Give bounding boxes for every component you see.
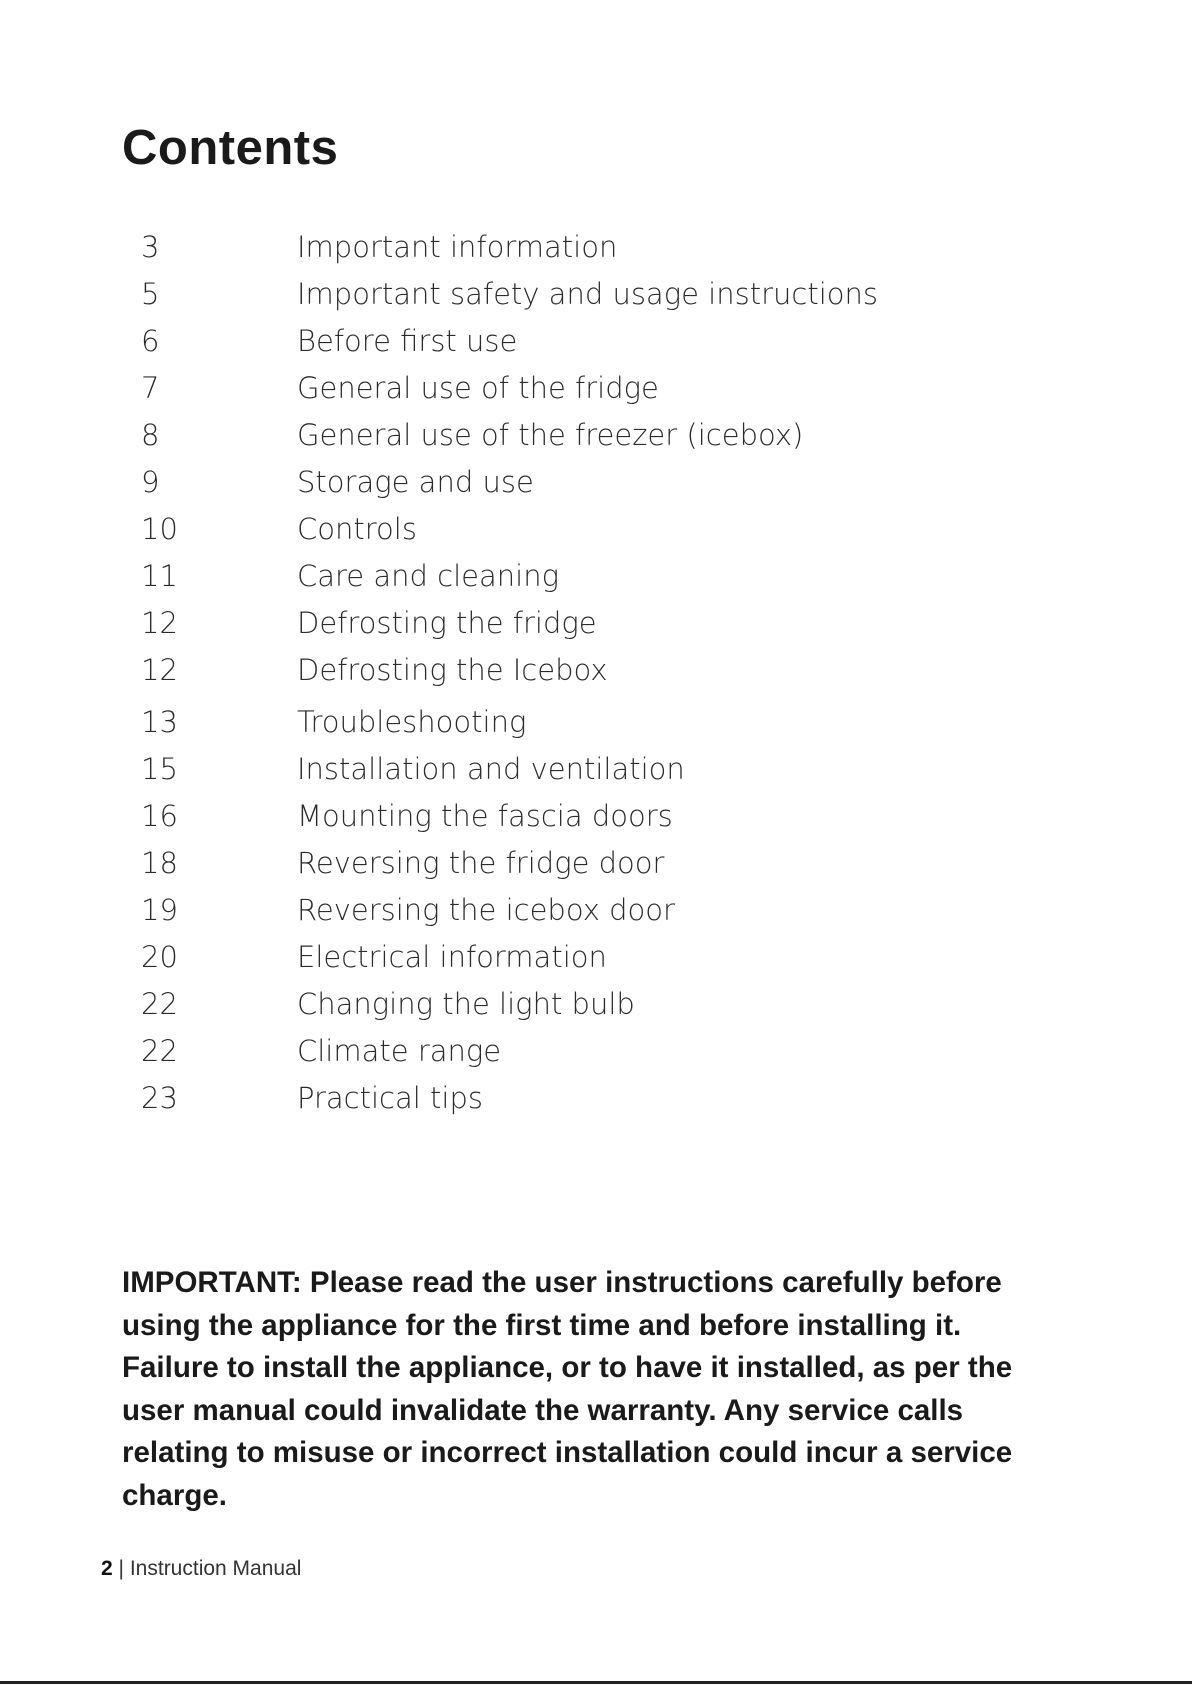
toc-page-number: 19 (141, 893, 178, 927)
toc-page-number: 9 (141, 465, 160, 499)
footer-text: Instruction Manual (129, 1557, 302, 1580)
toc-page-number: 10 (141, 512, 178, 546)
toc-page-number: 3 (141, 230, 160, 264)
toc-page-number: 6 (141, 324, 160, 358)
toc-entry-label: Important safety and usage instructions (297, 277, 878, 311)
toc-entry-label: Storage and use (297, 465, 534, 499)
toc-entry-label: Before first use (297, 324, 518, 358)
toc-entry-label: General use of the fridge (297, 371, 659, 405)
toc-page-number: 22 (141, 1034, 178, 1068)
toc-page-number: 11 (141, 559, 178, 593)
footer-page-number: 2 (101, 1557, 113, 1580)
toc-page-number: 7 (141, 371, 160, 405)
toc-page-number: 18 (141, 846, 178, 880)
toc-entry-label: Climate range (297, 1034, 502, 1068)
toc-entry-label: Mounting the fascia doors (297, 799, 673, 833)
toc-entry-label: Installation and ventilation (297, 752, 685, 786)
toc-page-number: 12 (141, 606, 178, 640)
toc-entry-label: Important information (297, 230, 618, 264)
toc-page-number: 23 (141, 1081, 178, 1115)
important-notice: IMPORTANT: Please read the user instructions carefully before using the appliance for the first time and before installing it. Failure to install the appliance, or to have it installed, as per the user manual could invalidate the warranty. Any service calls relating to misuse or incorrect installation could incur a service charge. (122, 1266, 1013, 1512)
toc-page-number: 13 (141, 705, 178, 739)
toc-entry-label: Practical tips (297, 1081, 483, 1115)
toc-page-number: 5 (141, 277, 160, 311)
toc-entry-label: Changing the light bulb (297, 987, 635, 1021)
toc-entry-label: Electrical information (297, 940, 607, 974)
toc-entry-label: Defrosting the Icebox (297, 653, 608, 687)
toc-page-number: 15 (141, 752, 178, 786)
toc-page-number: 12 (141, 653, 178, 687)
toc-entry-label: Reversing the icebox door (297, 893, 675, 927)
page-title: Contents (122, 121, 339, 175)
toc-entry-label: Controls (297, 512, 417, 546)
page-footer (101, 1557, 301, 1581)
toc-page-number: 16 (141, 799, 178, 833)
footer-separator: | (118, 1557, 124, 1580)
toc-page-number: 22 (141, 987, 178, 1021)
toc-entry-label: Troubleshooting (297, 705, 527, 739)
toc-entry-label: Defrosting the fridge (297, 606, 597, 640)
toc-entry-label: Care and cleaning (297, 559, 559, 593)
bottom-rule (0, 1681, 1192, 1684)
toc-entry-label: General use of the freezer (icebox) (297, 418, 804, 452)
toc-entry-label: Reversing the fridge door (297, 846, 665, 880)
toc-page-number: 8 (141, 418, 160, 452)
toc-page-number: 20 (141, 940, 178, 974)
